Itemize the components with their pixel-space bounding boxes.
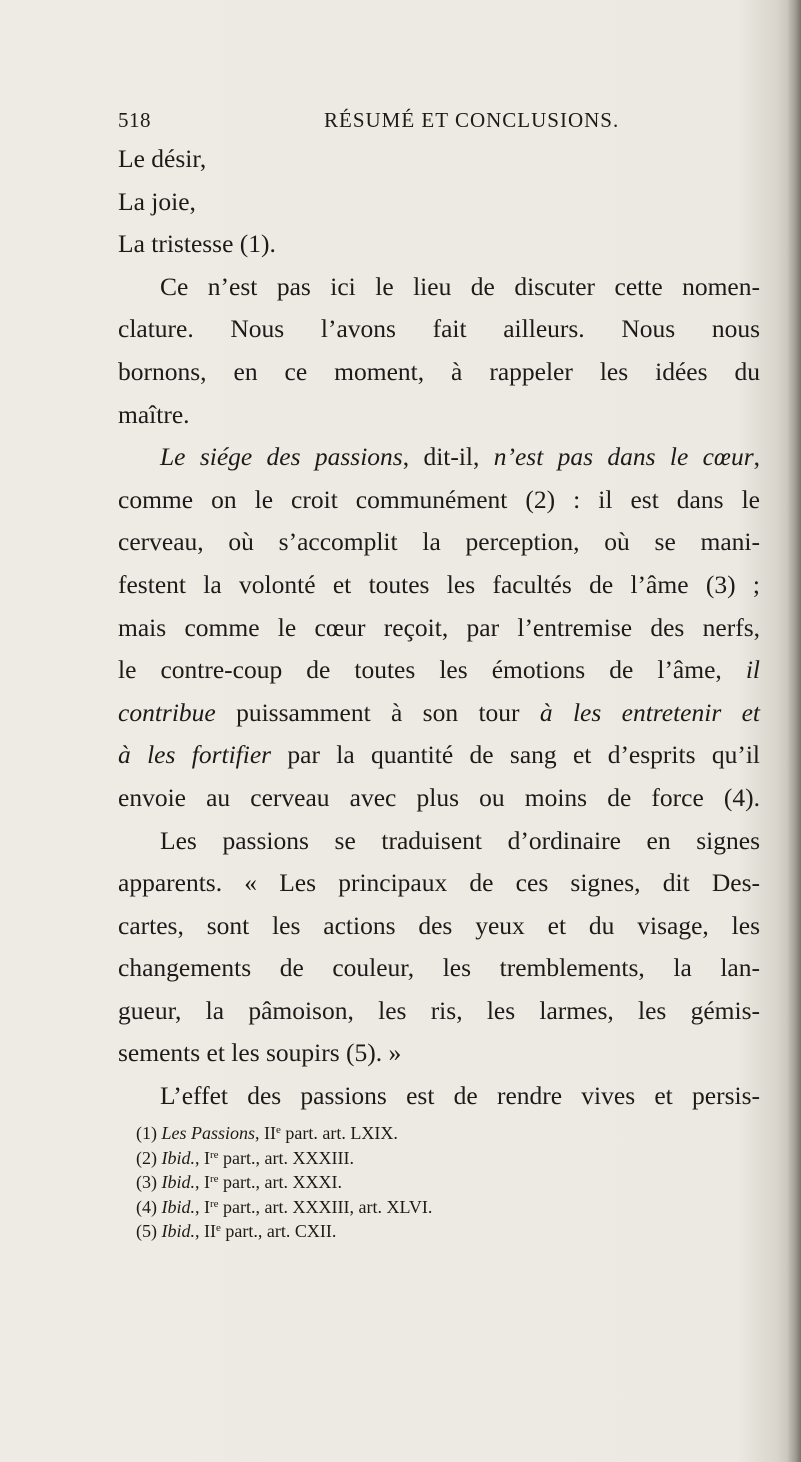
italic-text: Les Passions — [161, 1123, 256, 1143]
body-line-2 — [118, 181, 760, 224]
text-segment: part., art. XXXIII. — [218, 1147, 354, 1168]
footnote-1 — [136, 1118, 696, 1143]
text-segment: mais comme le cœur reçoit, par l’entremise des nerfs, — [118, 612, 760, 642]
body-line-12 — [118, 607, 760, 650]
text-segment: L’effet des passions est de rendre vives et persis- — [160, 1081, 760, 1111]
running-title: RÉSUMÉ ET CONCLUSIONS. — [324, 108, 620, 132]
text-segment: changements de couleur, les tremblements, la lan- — [118, 953, 760, 983]
body-text — [118, 138, 760, 1118]
text-segment: par la quantité de sang et d’esprits qu’il — [271, 740, 760, 770]
text-segment: apparents. « Les principaux de ces signes, dit Des- — [118, 868, 760, 898]
italic-text: Ibid. — [161, 1196, 195, 1217]
italic-text: Ibid. — [161, 1221, 195, 1242]
text-segment: (2) — [136, 1147, 162, 1168]
body-line-23 — [118, 1075, 760, 1118]
text-segment: , I — [195, 1147, 210, 1168]
text-segment: (5) — [136, 1221, 162, 1242]
text-segment: , I — [195, 1196, 210, 1217]
text-segment: part., art. CXII. — [220, 1221, 337, 1242]
page-header — [118, 108, 758, 136]
text-segment: le contre-coup de toutes les émotions de l’âme, — [118, 655, 746, 685]
body-line-8 — [118, 436, 760, 479]
italic-text: Le siége des passions — [160, 442, 403, 472]
footnote-3 — [136, 1167, 696, 1192]
text-segment: , II — [195, 1221, 216, 1242]
superscript: e — [216, 1222, 221, 1235]
page-number: 518 — [118, 108, 151, 132]
superscript: re — [210, 1148, 219, 1161]
text-segment: La joie, — [118, 186, 196, 216]
italic-text: Ibid. — [161, 1172, 195, 1193]
body-line-17 — [118, 820, 760, 863]
body-line-9 — [118, 479, 760, 522]
footnote-5 — [136, 1216, 696, 1241]
body-line-15 — [118, 734, 760, 777]
italic-text: Ibid. — [161, 1147, 195, 1168]
text-segment: (3) — [136, 1172, 162, 1193]
body-line-13 — [118, 649, 760, 692]
footnotes — [136, 1118, 696, 1241]
body-line-20 — [118, 947, 760, 990]
body-line-19 — [118, 905, 760, 948]
text-segment: sements et les soupirs (5). » — [118, 1038, 402, 1068]
body-line-18 — [118, 862, 760, 905]
italic-text: contribue — [118, 697, 216, 727]
body-line-16 — [118, 777, 760, 820]
body-line-7 — [118, 394, 760, 437]
body-line-22 — [118, 1032, 760, 1075]
body-line-21 — [118, 990, 760, 1033]
body-line-14 — [118, 692, 760, 735]
text-segment: gueur, la pâmoison, les ris, les larmes, les gémis- — [118, 995, 760, 1025]
text-segment: part., art. XXXIII, art. XLVI. — [218, 1196, 433, 1217]
italic-text: à les entretenir et — [539, 697, 761, 727]
text-segment: (1) — [136, 1123, 162, 1143]
superscript: re — [210, 1173, 219, 1186]
footnote-4 — [136, 1192, 696, 1217]
body-line-4 — [118, 266, 760, 309]
body-line-10 — [118, 521, 760, 564]
text-segment: (4) — [136, 1196, 162, 1217]
text-segment: La tristesse (1). — [118, 229, 276, 259]
italic-text: à les fortifier — [118, 740, 272, 770]
body-line-3 — [118, 223, 760, 266]
text-segment: cerveau, où s’accomplit la perception, où se mani- — [118, 527, 760, 557]
text-segment: , II — [255, 1123, 277, 1143]
superscript: re — [210, 1197, 219, 1210]
footnote-2 — [136, 1143, 696, 1168]
text-segment: comme on le croit communément (2) : il est dans le — [118, 484, 760, 514]
text-segment: , I — [195, 1172, 210, 1193]
text-segment: , — [753, 442, 760, 472]
body-line-5 — [118, 308, 760, 351]
text-segment: Ce n’est pas ici le lieu de discuter cette nomen- — [160, 271, 760, 301]
text-segment: bornons, en ce moment, à rappeler les idées du — [118, 356, 760, 386]
text-segment: Les passions se traduisent d’ordinaire en signes — [160, 825, 760, 855]
superscript: e — [276, 1124, 281, 1136]
text-segment: part., art. XXXI. — [218, 1172, 343, 1193]
italic-text: il — [745, 655, 760, 685]
body-line-1 — [118, 138, 760, 181]
text-segment: puissamment à son tour — [215, 697, 540, 727]
body-line-11 — [118, 564, 760, 607]
text-segment: cartes, sont les actions des yeux et du visage, les — [118, 910, 760, 940]
italic-text: n’est pas dans le cœur — [493, 442, 754, 472]
body-line-6 — [118, 351, 760, 394]
text-segment: Le désir, — [118, 144, 207, 173]
text-segment: clature. Nous l’avons fait ailleurs. Nous nous — [118, 314, 760, 344]
page-edge-shadow — [787, 0, 801, 1462]
text-segment: maître. — [118, 399, 190, 429]
text-segment: festent la volonté et toutes les facultés de l’âme (3) ; — [118, 569, 760, 599]
text-segment: envoie au cerveau avec plus ou moins de force (4). — [118, 782, 760, 812]
text-segment: part. art. LXIX. — [280, 1123, 398, 1143]
text-segment: , dit-il, — [402, 442, 494, 472]
